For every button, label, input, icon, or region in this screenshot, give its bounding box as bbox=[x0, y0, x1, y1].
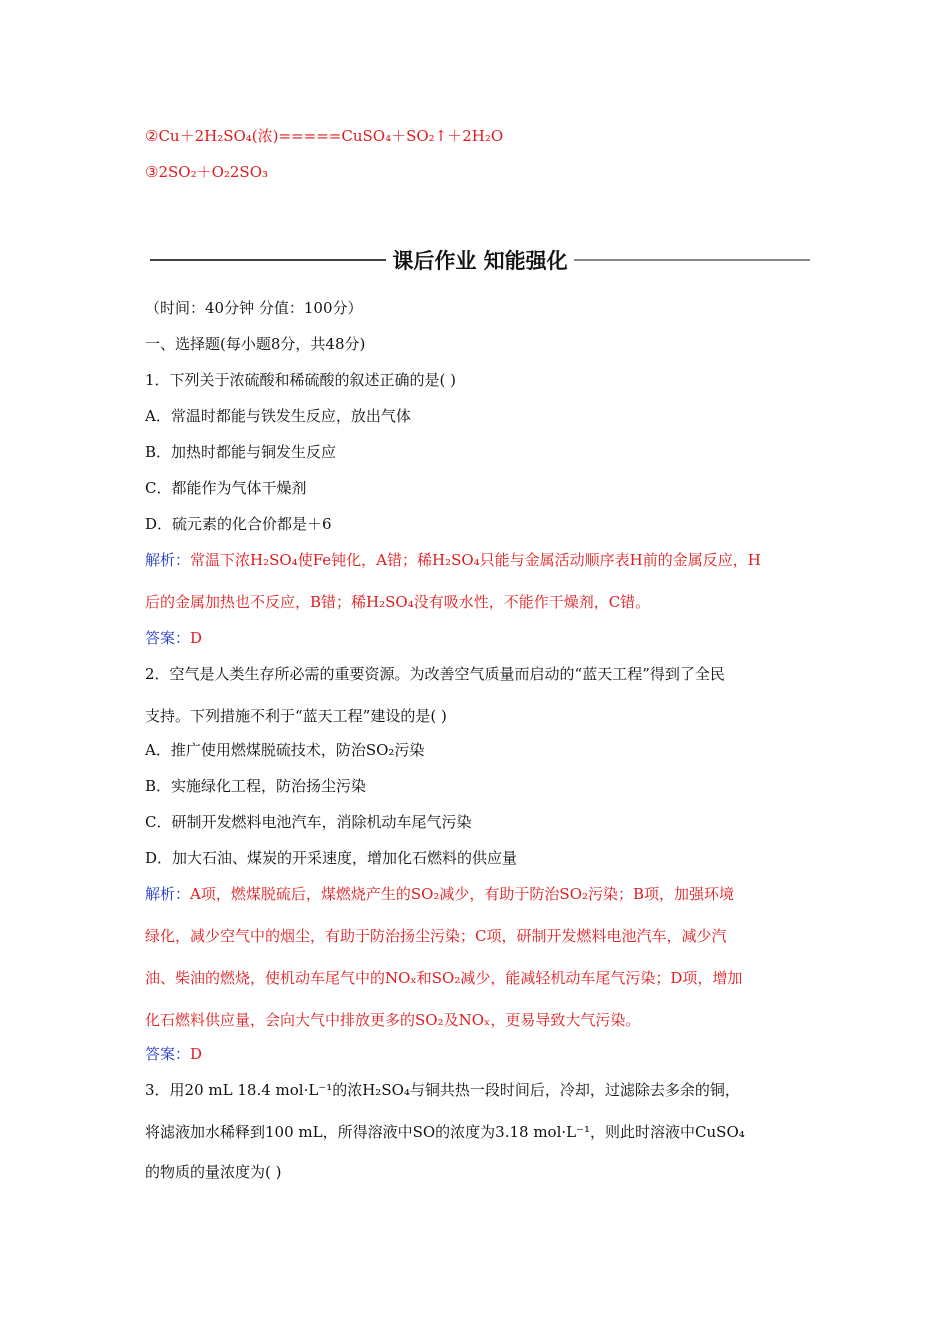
analysis-label: 解析： bbox=[145, 885, 191, 903]
answer-value: D bbox=[190, 1045, 203, 1063]
analysis-text: 常温下浓H₂SO₄使Fe钝化，A错；稀H₂SO₄只能与金属活动顺序表H前的金属反应，H bbox=[190, 551, 761, 569]
question-2-option-a: A．推广使用燃煤脱硫技术，防治SO₂污染 bbox=[145, 741, 425, 759]
question-2-analysis bbox=[145, 884, 810, 904]
question-2-analysis-cont-1: 绿化，减少空气中的烟尘，有助于防治扬尘污染；C项，研制开发燃料电池汽车，减少汽 bbox=[145, 927, 727, 945]
question-2-option-d: D．加大石油、煤炭的开采速度，增加化石燃料的供应量 bbox=[145, 849, 518, 867]
question-2-analysis-cont-3: 化石燃料供应量，会向大气中排放更多的SO₂及NOₓ，更易导致大气污染。 bbox=[145, 1011, 641, 1029]
equation-3: ③2SO₂＋O₂2SO₃ bbox=[145, 163, 269, 181]
question-3-stem-cont-2: 的物质的量浓度为( ) bbox=[145, 1163, 282, 1181]
question-1-analysis-cont: 后的金属加热也不反应，B错；稀H₂SO₄没有吸水性，不能作干燥剂，C错。 bbox=[145, 593, 651, 611]
question-1-stem: 1．下列关于浓硫酸和稀硫酸的叙述正确的是( ) bbox=[145, 371, 457, 389]
question-1-answer bbox=[145, 628, 810, 648]
analysis-label: 解析： bbox=[145, 551, 191, 569]
question-1-analysis bbox=[145, 550, 810, 570]
answer-label: 答案： bbox=[145, 1045, 191, 1063]
question-1-option-c: C．都能作为气体干燥剂 bbox=[145, 479, 307, 497]
question-3-stem: 3．用20 mL 18.4 mol·L⁻¹的浓H₂SO₄与铜共热一段时间后，冷却，过滤除去多余的铜， bbox=[145, 1081, 740, 1099]
question-2-stem-cont: 支持。下列措施不利于“蓝天工程”建设的是( ) bbox=[145, 707, 447, 725]
section-banner bbox=[150, 245, 810, 275]
banner-rule-right bbox=[574, 259, 810, 261]
question-1-option-b: B．加热时都能与铜发生反应 bbox=[145, 443, 337, 461]
answer-label: 答案： bbox=[145, 629, 191, 647]
question-3-stem-cont-1: 将滤液加水稀释到100 mL，所得溶液中SO的浓度为3.18 mol·L⁻¹，则此时溶液中CuSO₄ bbox=[145, 1123, 745, 1141]
answer-value: D bbox=[190, 629, 203, 647]
question-2-answer bbox=[145, 1044, 810, 1064]
banner-rule-left bbox=[150, 259, 386, 261]
question-2-option-c: C．研制开发燃料电池汽车，消除机动车尾气污染 bbox=[145, 813, 472, 831]
time-score-note: （时间：40分钟 分值：100分） bbox=[145, 299, 363, 317]
equation-2: ②Cu＋2H₂SO₄(浓)=====CuSO₄＋SO₂↑＋2H₂O bbox=[145, 127, 504, 145]
analysis-text: A项，燃煤脱硫后，煤燃烧产生的SO₂减少，有助于防治SO₂污染；B项，加强环境 bbox=[190, 885, 735, 903]
question-1-option-a: A．常温时都能与铁发生反应，放出气体 bbox=[145, 407, 411, 425]
question-1-option-d: D．硫元素的化合价都是＋6 bbox=[145, 515, 332, 533]
part-heading: 一、选择题(每小题8分，共48分) bbox=[145, 335, 366, 353]
section-title: 课后作业 知能强化 bbox=[392, 249, 568, 273]
question-2-option-b: B．实施绿化工程，防治扬尘污染 bbox=[145, 777, 367, 795]
question-2-stem: 2．空气是人类生存所必需的重要资源。为改善空气质量而启动的“蓝天工程”得到了全民 bbox=[145, 665, 725, 683]
question-2-analysis-cont-2: 油、柴油的燃烧，使机动车尾气中的NOₓ和SO₂减少，能减轻机动车尾气污染；D项，增加 bbox=[145, 969, 743, 987]
